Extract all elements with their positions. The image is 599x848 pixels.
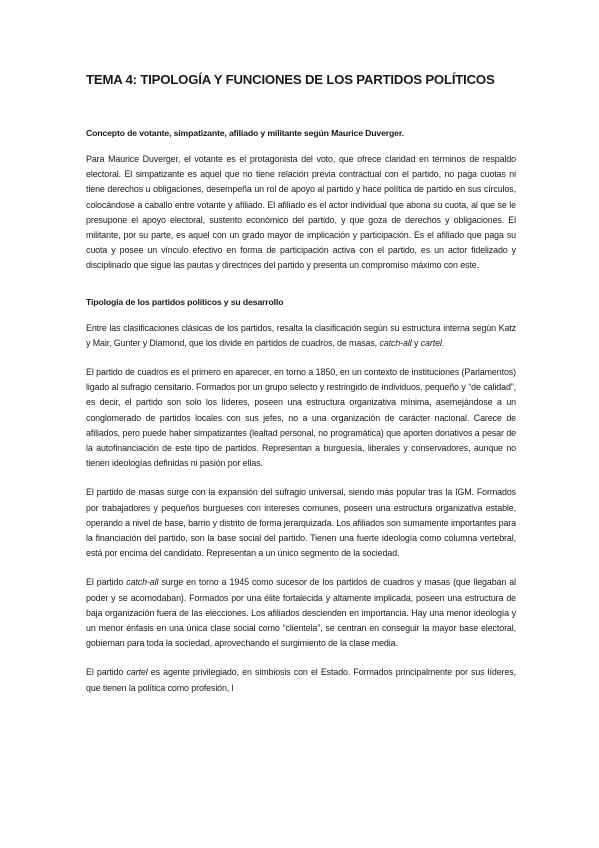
paragraph-cuadros: El partido de cuadros es el primero en aparecer, en torno a 1850, en un contexto de instituciones (Parlamentos) ligado al sufragio censitario. Formados por un grupo selecto y restringido de individuos, pequeño y “de calidad”, es decir, el partido son solo los líderes, poseen una estructura organizativa mínima, asemejándose a un conglomerado de partidos locales con sus jefes, no a una organización de carácter nacional. Carece de afiliados, pero puede haber simpatizantes (lealtad personal, no programática) que aporten donativos a pesar de la autofinanciación de este tipo de partidos. Representan a burguesía, liberales y conservadores, aunque no tienen ideologías definidas ni pasión por ellas. (86, 367, 516, 469)
cartel-text: es agente privilegiado, en simbiosis con el Estado. Formados principalmente por sus líderes, que tienen la política como profesión, l (86, 667, 516, 693)
section-heading-concepts: Concepto de votante, simpatizante, afiliado y militante según Maurice Duverger. (86, 128, 404, 138)
classification-text: Entre las clasificaciones clásicas de los partidos, resalta la clasificación según su estructura interna según Katz y Mair, Gunter y Diamond, que los divide en partidos de cuadros, de masas, (86, 322, 516, 348)
section-gap (86, 288, 516, 296)
document-body (86, 72, 516, 710)
period-text: . (441, 337, 445, 348)
term-cartel: cartel (420, 337, 442, 348)
catch-all-text: surge en torno a 1945 como sucesor de los partidos de cuadros y masas (que llegaban al poder y se acomodaban). Formados por una élite fortalecida y altamente implicada, poseen una estructura de baja organización fuera de las elecciones. Los afiliados descienden en importancia. Hay una menor ideología y un menor énfasis en una única clase social como “clientela”, se centran en conseguir la mayor base electoral, gobiernan para toda la sociedad, aprovechando el surgimiento de la clase media. (86, 577, 516, 649)
page-title: TEMA 4: TIPOLOGÍA Y FUNCIONES DE LOS PARTIDOS POLÍTICOS (86, 72, 495, 87)
term-cartel-inline: cartel (126, 667, 148, 678)
catch-all-intro: El partido (86, 577, 124, 588)
term-catch-all-inline: catch-all (126, 577, 159, 588)
paragraph-classification (86, 321, 516, 351)
section-heading-typology: Tipología de los partidos políticos y su desarrollo (86, 296, 284, 307)
paragraph-duverger: Para Maurice Duverger, el votante es el protagonista del voto, que ofrece claridad en términos de respaldo electoral. El simpatizante es aquel que no tiene relación previa contractual con el partido, no paga cuotas ni tiene derechos u obligaciones, desempeña un rol de apoyo al partido y hace política de partido en sus círculos, colocándose a caballo entre votante y afiliado. El afiliado es el actor individual que abona su cuota, al que se le presupone el apoyo electoral, sustento económico del partido, y que goza de derechos y obligaciones. El militante, por su parte, es aquel con un grado mayor de implicación y participación. Es el afiliado que paga su cuota y posee un vínculo efectivo en forma de participación activa con el partido, es un actor fidelizado y disciplinado que sigue las pautas y directrices del partido y presenta un compromiso máximo con este. (86, 154, 516, 271)
paragraph-cartel (86, 665, 516, 695)
paragraph-catch-all (86, 575, 516, 651)
conjunction-text: y (413, 337, 419, 348)
term-catch-all: catch-all (379, 337, 412, 348)
paragraph-masas: El partido de masas surge con la expansión del sufragio universal, siendo más popular tras la IGM. Formados por trabajadores y pequeños burgueses con intereses comunes, poseen una estructura organizativa estable, operando a nivel de base, barrio y distrito de forma jerarquizada. Los afiliados son sumamente importantes para la financiación del partido, son la base social del partido. Tienen una fuerte ideología como columna vertebral, está por encima del candidato. Representan a un único segmento de la sociedad. (86, 487, 516, 559)
cartel-intro: El partido (86, 667, 124, 678)
